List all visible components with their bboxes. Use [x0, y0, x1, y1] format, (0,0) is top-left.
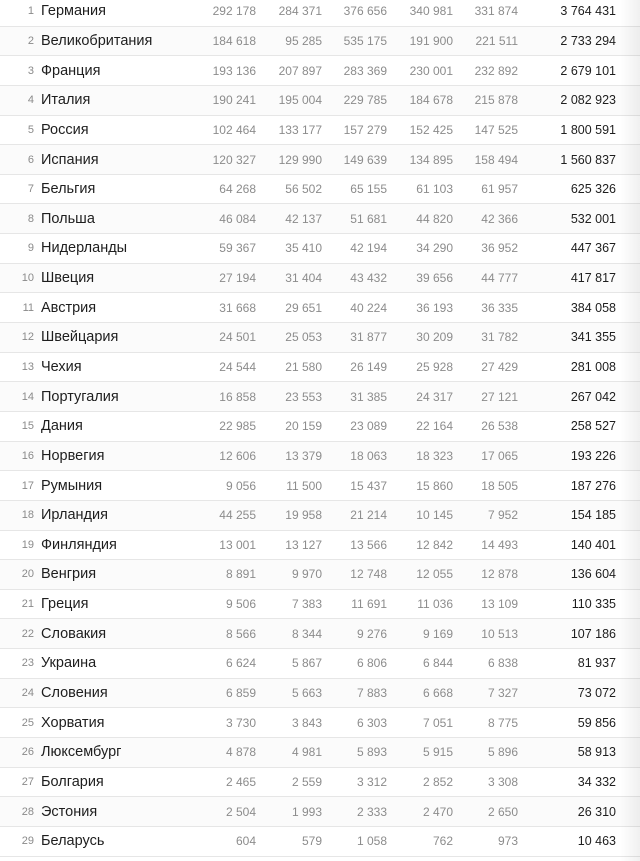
- row-value-5: 44 777: [481, 271, 518, 286]
- row-value-3: 376 656: [343, 4, 387, 19]
- row-value-5: 232 892: [474, 63, 518, 78]
- row-value-3: 51 681: [350, 211, 387, 226]
- row-value-2: 4 981: [291, 745, 322, 760]
- row-rank: 8: [27, 212, 34, 225]
- row-rank: 11: [22, 301, 34, 314]
- row-value-2: 8 344: [291, 626, 322, 641]
- row-country: Бельгия: [41, 181, 96, 198]
- row-value-2: 207 897: [278, 63, 322, 78]
- row-rank: 13: [21, 361, 34, 373]
- row-country: Польша: [41, 210, 95, 227]
- row-total: 59 856: [577, 715, 616, 730]
- table-row: [0, 293, 640, 323]
- row-value-5: 36 335: [481, 300, 518, 315]
- row-total: 73 072: [577, 686, 616, 701]
- row-country: Румыния: [41, 477, 103, 494]
- row-value-1: 2 465: [225, 774, 256, 789]
- row-total: 81 937: [577, 656, 616, 671]
- row-value-1: 120 327: [212, 152, 256, 167]
- row-country: Испания: [41, 151, 99, 168]
- row-value-2: 195 004: [278, 93, 322, 108]
- row-country: Финляндия: [41, 536, 117, 553]
- row-value-3: 9 276: [356, 626, 387, 641]
- row-rank: 27: [21, 775, 34, 788]
- row-value-4: 762: [432, 834, 453, 849]
- table-row: [0, 0, 640, 27]
- row-country: Украина: [41, 655, 97, 672]
- row-value-3: 157 279: [343, 122, 387, 137]
- table-row: [0, 204, 640, 234]
- table-row: [0, 234, 640, 264]
- table-row: [0, 827, 640, 857]
- row-value-4: 9 169: [422, 626, 453, 641]
- row-rank: 15: [21, 420, 34, 433]
- table-row: [0, 797, 640, 827]
- row-value-4: 12 842: [416, 537, 453, 552]
- row-total: 3 764 431: [560, 4, 616, 19]
- row-value-4: 44 820: [416, 211, 453, 226]
- row-rank: 20: [21, 568, 34, 581]
- row-country: Франция: [41, 62, 101, 79]
- row-value-4: 15 860: [416, 478, 453, 493]
- row-value-1: 44 255: [219, 508, 256, 523]
- row-value-2: 7 383: [291, 597, 322, 612]
- row-value-5: 13 109: [481, 597, 518, 612]
- row-rank: 18: [21, 509, 34, 522]
- row-country: Швеция: [41, 270, 95, 287]
- row-rank: 19: [21, 538, 34, 551]
- table-row: [0, 738, 640, 768]
- row-rank: 16: [21, 449, 34, 462]
- row-value-5: 7 952: [487, 508, 518, 523]
- row-value-2: 2 559: [291, 774, 322, 789]
- row-value-4: 18 323: [416, 448, 453, 463]
- row-value-5: 5 896: [487, 745, 518, 760]
- row-value-5: 17 065: [481, 448, 518, 463]
- row-value-3: 21 214: [350, 508, 387, 523]
- table-row: [0, 382, 640, 412]
- row-value-3: 283 369: [343, 63, 387, 78]
- row-value-4: 6 668: [422, 686, 453, 701]
- row-value-1: 27 194: [219, 271, 256, 286]
- row-value-3: 11 691: [351, 597, 387, 612]
- row-value-4: 230 001: [409, 63, 453, 78]
- row-value-5: 42 366: [481, 211, 518, 226]
- row-total: 2 733 294: [560, 33, 616, 48]
- table-row: [0, 323, 640, 353]
- row-total: 10 463: [577, 834, 616, 849]
- row-total: 154 185: [570, 508, 616, 523]
- row-value-1: 190 241: [212, 93, 256, 108]
- row-country: Нидерланды: [41, 240, 128, 257]
- row-value-1: 24 544: [219, 360, 256, 374]
- row-value-4: 12 055: [416, 567, 453, 582]
- table-row: [0, 145, 640, 175]
- row-rank: 23: [21, 657, 34, 670]
- row-country: Германия: [41, 3, 107, 20]
- row-total: 140 401: [570, 537, 616, 552]
- row-value-5: 8 775: [487, 715, 518, 730]
- row-value-1: 102 464: [212, 122, 256, 137]
- row-total: 384 058: [570, 300, 616, 315]
- row-value-1: 2 504: [225, 804, 256, 819]
- row-value-3: 2 333: [356, 804, 387, 819]
- row-value-5: 18 505: [481, 478, 518, 493]
- scroll-shadow: [620, 0, 640, 861]
- row-total: 267 042: [570, 389, 616, 404]
- row-value-1: 64 268: [219, 182, 256, 197]
- row-value-2: 31 404: [285, 271, 322, 286]
- row-value-5: 215 878: [474, 93, 518, 108]
- row-country: Хорватия: [41, 714, 105, 731]
- row-total: 417 817: [570, 271, 616, 286]
- row-value-4: 24 317: [416, 389, 453, 404]
- row-value-4: 2 470: [422, 804, 453, 819]
- row-rank: 14: [21, 390, 34, 403]
- row-value-2: 11 500: [286, 478, 322, 493]
- table-row: [0, 471, 640, 501]
- table-row: [0, 531, 640, 561]
- row-value-3: 149 639: [343, 152, 387, 167]
- row-value-3: 1 058: [356, 834, 387, 849]
- row-total: 2 679 101: [560, 63, 616, 78]
- row-country: Австрия: [41, 299, 97, 316]
- row-value-5: 973: [497, 834, 518, 849]
- row-rank: 9: [27, 242, 34, 255]
- row-value-5: 2 650: [487, 804, 518, 819]
- row-value-2: 56 502: [285, 182, 322, 197]
- row-value-4: 6 844: [422, 656, 453, 671]
- row-value-4: 36 193: [416, 300, 453, 315]
- row-value-1: 8 891: [225, 567, 256, 582]
- row-country: Португалия: [41, 388, 119, 405]
- row-value-1: 22 985: [219, 419, 256, 434]
- row-value-5: 61 957: [481, 182, 518, 197]
- row-value-4: 30 209: [416, 330, 453, 345]
- row-country: Россия: [41, 121, 89, 138]
- row-country: Греция: [41, 596, 89, 613]
- row-value-3: 229 785: [343, 93, 387, 108]
- row-country: Швейцария: [41, 329, 119, 346]
- row-value-1: 193 136: [212, 63, 256, 78]
- row-value-1: 31 668: [219, 300, 256, 315]
- row-rank: 24: [21, 687, 34, 700]
- row-value-4: 5 915: [422, 745, 453, 760]
- table-row: [0, 649, 640, 679]
- row-value-2: 19 958: [285, 508, 322, 523]
- table-row: [0, 353, 640, 383]
- table-row: [0, 590, 640, 620]
- row-value-3: 12 748: [350, 567, 387, 582]
- table-row: [0, 56, 640, 86]
- table-row: [0, 679, 640, 709]
- row-country: Чехия: [41, 359, 82, 375]
- row-total: 258 527: [570, 419, 616, 434]
- row-value-1: 59 367: [219, 241, 256, 256]
- row-value-2: 9 970: [291, 567, 322, 582]
- row-value-5: 10 513: [481, 626, 518, 641]
- row-total: 58 913: [577, 745, 616, 760]
- table-row: [0, 768, 640, 798]
- row-value-5: 3 308: [487, 774, 518, 789]
- row-value-2: 1 993: [291, 804, 322, 819]
- row-total: 625 326: [570, 182, 616, 197]
- row-value-2: 20 159: [285, 419, 322, 434]
- row-value-1: 9 506: [225, 597, 256, 612]
- row-value-5: 12 878: [481, 567, 518, 582]
- row-total: 34 332: [577, 774, 616, 789]
- row-value-2: 3 843: [291, 715, 322, 730]
- row-value-3: 31 385: [350, 389, 387, 404]
- row-value-2: 35 410: [285, 241, 322, 256]
- row-total: 281 008: [570, 360, 616, 374]
- row-total: 2 082 923: [560, 93, 616, 108]
- row-country: Норвегия: [41, 447, 105, 464]
- row-rank: 4: [27, 94, 34, 107]
- row-value-1: 24 501: [219, 330, 256, 345]
- row-value-5: 331 874: [474, 4, 518, 19]
- row-value-1: 12 606: [219, 448, 256, 463]
- row-value-3: 43 432: [350, 271, 387, 286]
- table-row: [0, 175, 640, 205]
- row-rank: 28: [21, 805, 34, 818]
- row-value-4: 25 928: [416, 360, 453, 374]
- row-value-2: 133 177: [278, 122, 322, 137]
- table-row: [0, 619, 640, 649]
- row-value-4: 340 981: [409, 4, 453, 19]
- row-value-3: 3 312: [356, 774, 387, 789]
- row-value-3: 40 224: [350, 300, 387, 315]
- row-country: Италия: [41, 92, 91, 109]
- table-row: [0, 264, 640, 294]
- row-rank: 6: [27, 153, 34, 166]
- row-value-1: 3 730: [225, 715, 256, 730]
- row-value-1: 13 001: [219, 537, 256, 552]
- row-total: 1 800 591: [560, 122, 616, 137]
- row-rank: 21: [21, 598, 34, 611]
- row-value-5: 7 327: [487, 686, 518, 701]
- row-rank: 12: [21, 331, 34, 344]
- row-value-1: 9 056: [225, 478, 256, 493]
- row-value-1: 292 178: [212, 4, 256, 19]
- row-value-2: 42 137: [285, 211, 322, 226]
- row-value-2: 95 285: [285, 33, 322, 48]
- table-row: [0, 708, 640, 738]
- table-row: [0, 560, 640, 590]
- row-value-3: 15 437: [350, 478, 387, 493]
- row-value-3: 26 149: [350, 360, 387, 374]
- row-rank: 10: [21, 272, 34, 285]
- row-value-1: 604: [235, 834, 256, 849]
- row-total: 110 335: [571, 597, 616, 612]
- row-total: 136 604: [570, 567, 616, 582]
- row-rank: 1: [27, 5, 34, 18]
- row-value-4: 39 656: [416, 271, 453, 286]
- table-row: [0, 27, 640, 57]
- row-value-5: 147 525: [474, 122, 518, 137]
- row-value-5: 27 121: [481, 389, 518, 404]
- row-value-4: 10 145: [416, 508, 453, 523]
- row-value-3: 535 175: [343, 33, 387, 48]
- row-value-3: 65 155: [350, 182, 387, 197]
- row-country: Венгрия: [41, 566, 97, 583]
- row-country: Беларусь: [41, 833, 105, 850]
- row-total: 187 276: [570, 478, 616, 493]
- row-value-5: 27 429: [481, 360, 518, 374]
- row-value-5: 6 838: [487, 656, 518, 671]
- row-country: Великобритания: [41, 32, 153, 49]
- row-value-2: 579: [301, 834, 322, 849]
- row-rank: 29: [21, 835, 34, 848]
- row-country: Ирландия: [41, 507, 108, 524]
- row-value-1: 6 859: [225, 686, 256, 701]
- row-value-2: 129 990: [278, 152, 322, 167]
- row-total: 532 001: [570, 211, 616, 226]
- row-value-2: 25 053: [285, 330, 322, 345]
- row-total: 447 367: [570, 241, 616, 256]
- row-value-5: 221 511: [475, 33, 518, 48]
- row-value-1: 184 618: [212, 33, 256, 48]
- row-rank: 7: [27, 183, 34, 196]
- row-country: Дания: [41, 418, 83, 435]
- row-value-2: 23 553: [285, 389, 322, 404]
- row-country: Словакия: [41, 625, 107, 642]
- row-value-5: 31 782: [481, 330, 518, 345]
- row-value-5: 158 494: [474, 152, 518, 167]
- row-country: Словения: [41, 685, 108, 702]
- row-total: 107 186: [570, 626, 616, 641]
- row-value-1: 16 858: [219, 389, 256, 404]
- row-country: Эстония: [41, 803, 98, 820]
- row-value-4: 191 900: [409, 33, 453, 48]
- row-rank: 25: [21, 716, 34, 729]
- row-rank: 17: [21, 479, 34, 492]
- row-total: 193 226: [570, 448, 616, 463]
- row-country: Люксембург: [41, 744, 122, 761]
- row-value-1: 6 624: [225, 656, 256, 671]
- row-value-4: 34 290: [416, 241, 453, 256]
- row-value-2: 284 371: [278, 4, 322, 19]
- row-value-3: 6 806: [356, 656, 387, 671]
- row-rank: 3: [27, 64, 34, 77]
- row-value-2: 5 663: [291, 686, 322, 701]
- table-row: [0, 86, 640, 116]
- row-value-4: 22 164: [416, 419, 453, 434]
- row-value-5: 36 952: [481, 241, 518, 256]
- table-row: [0, 501, 640, 531]
- row-value-4: 2 852: [422, 774, 453, 789]
- row-value-3: 31 877: [350, 330, 387, 345]
- row-value-3: 7 883: [356, 686, 387, 701]
- row-value-4: 11 036: [417, 597, 453, 612]
- table-row: [0, 412, 640, 442]
- row-rank: 5: [27, 123, 34, 136]
- row-value-3: 18 063: [350, 448, 387, 463]
- row-total: 1 560 837: [560, 152, 616, 167]
- row-value-1: 46 084: [219, 211, 256, 226]
- row-value-5: 14 493: [481, 537, 518, 552]
- row-value-4: 184 678: [409, 93, 453, 108]
- row-value-2: 13 127: [285, 537, 322, 552]
- row-value-3: 6 303: [356, 715, 387, 730]
- row-value-4: 61 103: [416, 182, 453, 197]
- row-value-5: 26 538: [481, 419, 518, 434]
- row-total: 26 310: [577, 804, 616, 819]
- row-value-2: 5 867: [291, 656, 322, 671]
- row-rank: 22: [21, 627, 34, 640]
- row-value-2: 21 580: [285, 360, 322, 374]
- row-value-3: 42 194: [350, 241, 387, 256]
- row-value-4: 152 425: [409, 122, 453, 137]
- row-rank: 26: [21, 746, 34, 759]
- row-rank: 2: [27, 34, 34, 47]
- row-value-1: 8 566: [225, 626, 256, 641]
- row-value-3: 5 893: [356, 745, 387, 760]
- row-value-3: 23 089: [350, 419, 387, 434]
- row-value-1: 4 878: [225, 745, 256, 760]
- row-value-3: 13 566: [350, 537, 387, 552]
- row-country: Болгария: [41, 773, 104, 790]
- row-value-2: 13 379: [285, 448, 322, 463]
- row-value-4: 134 895: [409, 152, 453, 167]
- row-value-4: 7 051: [422, 715, 453, 730]
- table-row: [0, 116, 640, 146]
- table-row: [0, 442, 640, 472]
- row-value-2: 29 651: [285, 300, 322, 315]
- row-total: 341 355: [570, 330, 616, 345]
